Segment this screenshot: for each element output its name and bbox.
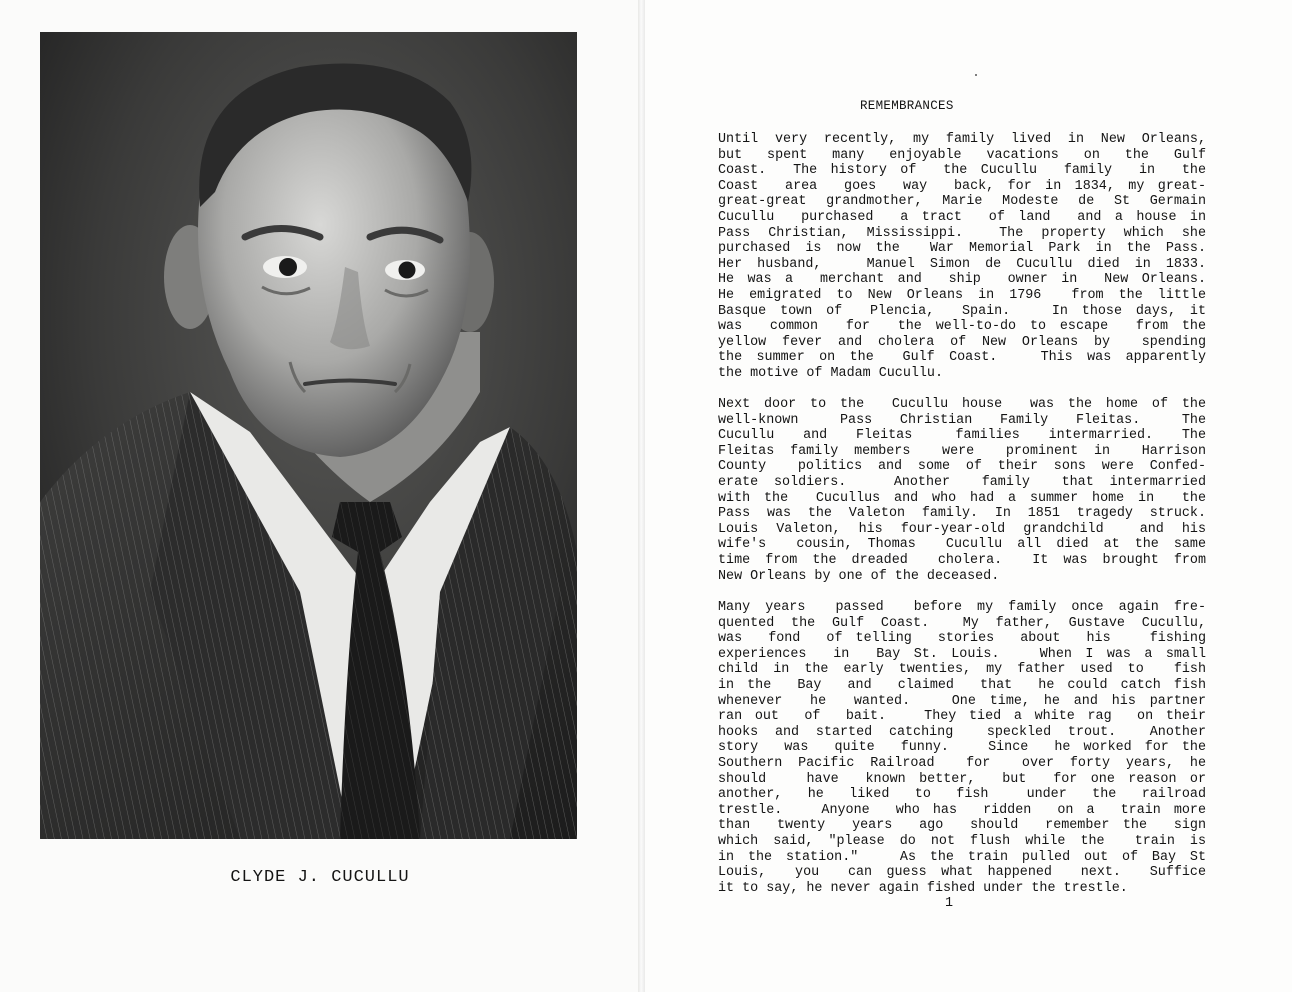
text-line: but spent many enjoyable vacations on the Gulf	[718, 147, 1206, 163]
text-line: in the station." As the train pulled out of Bay St	[718, 849, 1206, 865]
page-heading: REMEMBRANCES	[860, 99, 954, 113]
text-line: Pass Christian, Mississippi. The property which she	[718, 225, 1206, 241]
text-line: erate soldiers. Another family that intermarried	[718, 474, 1206, 490]
text-line: child in the early twenties, my father used to fish	[718, 662, 1206, 678]
text-line: Next door to the Cucullu house was the home of the	[718, 397, 1206, 412]
paragraph-2	[718, 397, 1206, 584]
text-line: quented the Gulf Coast. My father, Gustave Cucullu,	[718, 615, 1206, 631]
text-line: with the Cucullus and who had a summer home in the	[718, 490, 1206, 506]
text-line: yellow fever and cholera of New Orleans by spending	[718, 334, 1206, 350]
left-page	[0, 0, 640, 992]
text-line: experiences in Bay St. Louis. When I was a small	[718, 646, 1206, 662]
text-line: the motive of Madam Cucullu.	[718, 365, 943, 381]
text-line: Coast area goes way back, for in 1834, my great-	[718, 178, 1206, 194]
text-line: hooks and started catching speckled trout. Another	[718, 724, 1206, 740]
paragraph-1	[718, 132, 1206, 382]
text-line: well-known Pass Christian Family Fleitas. The	[718, 412, 1206, 428]
text-line: the summer on the Gulf Coast. This was apparently	[718, 350, 1206, 366]
text-line: New Orleans by one of the deceased.	[718, 568, 1000, 584]
page-number: 1	[945, 896, 954, 911]
text-line: purchased is now the War Memorial Park in the Pass.	[718, 241, 1206, 257]
text-line: He was a merchant and ship owner in New Orleans.	[718, 272, 1206, 288]
text-line: should have known better, but for one reason or	[718, 771, 1206, 787]
text-line: Until very recently, my family lived in New Orleans,	[718, 132, 1206, 147]
text-line: wife's cousin, Thomas Cucullu all died at the same	[718, 537, 1206, 553]
text-line: County politics and some of their sons were Confed-	[718, 459, 1206, 475]
text-line: another, he liked to fish under the railroad	[718, 787, 1206, 803]
text-line: Pass was the Valeton family. In 1851 tragedy struck.	[718, 506, 1206, 522]
text-line: it to say, he never again fished under the trestle.	[718, 880, 1128, 896]
text-line: was common for the well-to-do to escape from the	[718, 319, 1206, 335]
text-line: Cucullu purchased a tract of land and a house in	[718, 209, 1206, 225]
text-line: He emigrated to New Orleans in 1796 from the little	[718, 287, 1206, 303]
text-line: great-great grandmother, Marie Modeste de St Germain	[718, 194, 1206, 210]
text-line: which said, "please do not flush while the train is	[718, 833, 1206, 849]
text-line: in the Bay and claimed that he could catch fish	[718, 677, 1206, 693]
text-line: time from the dreaded cholera. It was brought from	[718, 552, 1206, 568]
paragraph-3	[718, 600, 1206, 896]
text-line: ran out of bait. They tied a white rag on their	[718, 709, 1206, 725]
text-line: Coast. The history of the Cucullu family in the	[718, 163, 1206, 179]
text-line: Fleitas family members were prominent in Harrison	[718, 443, 1206, 459]
text-line: story was quite funny. Since he worked for the	[718, 740, 1206, 756]
text-line: Many years passed before my family once again fre-	[718, 600, 1206, 615]
paper-speck	[975, 74, 977, 76]
text-line: Louis Valeton, his four-year-old grandchild and his	[718, 521, 1206, 537]
text-line: whenever he wanted. One time, he and his partner	[718, 693, 1206, 709]
text-line: Basque town of Plencia, Spain. In those days, it	[718, 303, 1206, 319]
text-line: Louis, you can guess what happened next. Suffice	[718, 865, 1206, 881]
text-line: was fond of telling stories about his fishing	[718, 631, 1206, 647]
portrait-caption: CLYDE J. CUCULLU	[230, 868, 410, 887]
text-line: trestle. Anyone who has ridden on a train more	[718, 802, 1206, 818]
portrait-photo	[40, 32, 577, 839]
text-line: than twenty years ago should remember the sign	[718, 818, 1206, 834]
text-line: Her husband, Manuel Simon de Cucullu died in 1833.	[718, 256, 1206, 272]
text-line: Southern Pacific Railroad for over forty years, he	[718, 755, 1206, 771]
text-line: Cucullu and Fleitas families intermarried. The	[718, 428, 1206, 444]
